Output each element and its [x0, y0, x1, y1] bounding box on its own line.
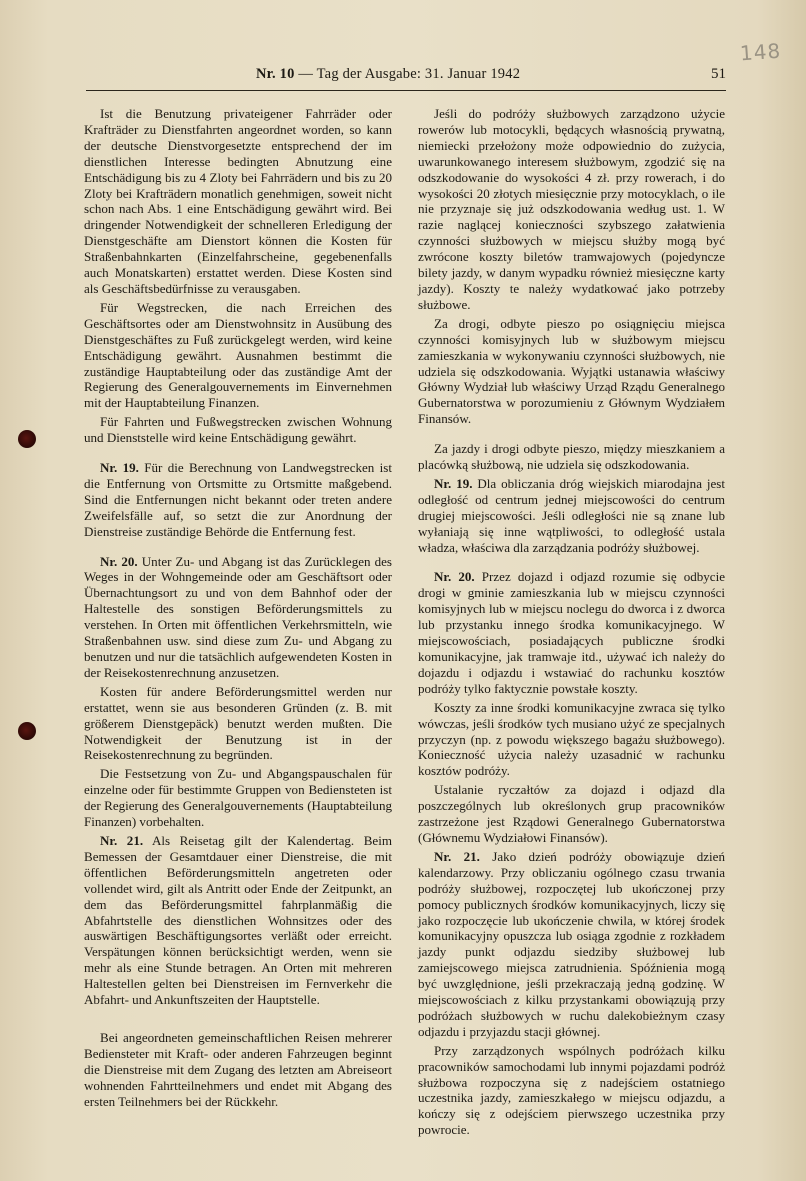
polish-text-column — [418, 106, 725, 1141]
paragraph: Die Festsetzung von Zu- und Abgangspauschalen für einzelne oder für bestimmte Gruppen von Bediensteten ist der Regierung des Generalgouvernements (Hauptabteilung Finanzen) vorbehalten. — [84, 766, 392, 830]
paragraph-nr-19: Nr. 19. Dla obliczania dróg wiejskich miarodajna jest odległość od centrum jednej miejscowości do centrum drugiej miejscowości. Jeśli odległości nie są znane lub wyłaniają się inne wątpliwości, to odległość ustala władza, właściwa dla zarządzania podróży służbowej. — [418, 475, 725, 555]
header-divider — [86, 90, 726, 91]
paragraph: Für Wegstrecken, die nach Erreichen des Geschäftsortes oder am Dienstwohnsitz in Ausübung des Dienstgeschäftes zu Fuß zurückgelegt werden, wird keine Entschädigung gewährt. Ausnahmen bestimmt die zuständige Hauptabteilung oder das zuständige Amt der Regierung des Generalgouvernements im Einvernehmen mit der Hauptabteilung Finanzen. — [84, 299, 392, 411]
paragraph-nr-20: Nr. 20. Unter Zu- und Abgang ist das Zurücklegen des Weges in der Wohngemeinde oder am Geschäftsort oder Übernachtungsort zu und von dem Bahnhof oder der Haltestelle des sonstigen Beförderungsmittels zu verstehen. In Orten mit öffentlichen Verkehrsmitteln, wie Straßenbahnen usw. sind diese zum Zu- und Abgang zu benutzen und nur die tatsächlich aufgewendeten Kosten in der Reisekostenrechnung anzusetzen. — [84, 553, 392, 680]
paragraph-nr-20: Nr. 20. Przez dojazd i odjazd rozumie się odbycie drogi w gminie zamieszkania lub w miejscu czynności komisyjnych lub w miejscu noclegu do dworca i z dworca lub przystanku innego środka komunikacyjnego. W miejscowościach, posiadających publiczne środki komunikacyjne, jak tramwaje itd., używać ich należy do dojazdu i odjazdu i wstawiać do rachunku kosztów podróży tylko faktycznie powstałe koszty. — [418, 569, 726, 696]
page-header — [86, 58, 726, 92]
issue-number: Nr. 10 — [256, 66, 295, 82]
paragraph: Für Fahrten und Fußwegstrecken zwischen Wohnung und Dienststelle wird keine Entschädigung gewährt. — [84, 414, 392, 446]
german-text-column — [84, 106, 392, 1112]
paragraph: Bei angeordneten gemeinschaftlichen Reisen mehrerer Bediensteter mit Kraft- oder anderen Fahrzeugen beginnt die Dienstreise mit dem Zugang des letzten am Abreiseort wohnenden Fahrtteilnehmers und endet mit Abgang des ersten Teilnehmers bei der Rückkehr. — [84, 1029, 392, 1109]
paragraph: Ist die Benutzung privateigener Fahrräder oder Krafträder zu Dienstfahrten angeordnet worden, so kann der deutsche Dienstvorgesetzte entsprechend der im dienstlichen Interesse bedingten Abnutzung eine Entschädigung bis zu 4 Zloty bei Fahrrädern und bis zu 20 Zloty bei Krafträdern monatlich genehmigen, soweit nicht schon nach Abs. 1 eine Entschädigung gewährt wird. Bei dringender Notwendigkeit der schnelleren Erledigung der Dienstgeschäfte am Dienstort können die Kosten für Straßenbahnkarten (Einzelfahrscheine, gegebenenfalls auch Monatskarten) erstattet werden. Diese Kosten sind als Geschäftsbedürfnisse zu verausgaben. — [84, 106, 392, 296]
section-label: Nr. 19. — [434, 475, 473, 491]
header-separator: — — [298, 66, 314, 82]
paragraph-nr-21: Nr. 21. Als Reisetag gilt der Kalendertag. Beim Bemessen der Gesamtdauer einer Dienstreise, die mit öffentlichen Beförderungsmitteln angetreten oder vollendet wird, gilt als Antritt oder Ende der Zeitpunkt, an dem das Beförderungsmittel fahrplanmäßig die Abfahrtstelle des dienstlichen Wohnsitzes oder des auswärtigen Beschäftigungsortes verläßt oder erreicht. Verspätungen können berücksichtigt werden, wenn sie mehr als eine Stunde betragen. An Orten mit mehreren Haltestellen gelten bei Dienstreisen im Fernverkehr die Abfahrt- und Ankunftszeiten der Hauptstelle. — [84, 832, 392, 1008]
section-label: Nr. 21. — [434, 848, 480, 864]
paragraph-nr-19: Nr. 19. Für die Berechnung von Landwegstrecken ist die Entfernung von Ortsmitte zu Ortsmitte maßgebend. Sind die Entfernungen nicht bekannt oder treten andere Zweifelsfälle auf, so setzt die zur Anordnung der Dienstreise zuständige Behörde die Entfernung fest. — [84, 460, 392, 539]
paragraph-nr-21: Nr. 21. Jako dzień podróży obowiązuje dzień kalendarzowy. Przy obliczaniu ogólnego czasu trwania podróży służbowej, rozpoczętej lub ukończonej przy pomocy publicznych środków komunikacyjnych, liczy się jako rozpoczęcie lub ukończenie chwila, w której środek komunikacyjny opuszcza lub osiąga zgodnie z rozkładem jazdy punkt odjazdu siedziby służbowej lub zamiejscowego miejsca zatrudnienia. Spóźnienia mogą być uwzględnione, jeśli przekraczają jedną godzinę. W miejscowościach z kilku przystankami obowiązują przy podróżach służbowych w ruchu dalekobieżnym czasy odjazdu i przyjazdu stacji głównej. — [418, 848, 725, 1039]
paragraph: Za jazdy i drogi odbyte pieszo, między mieszkaniem a placówką służbową, nie udziela się odszkodowania. — [418, 441, 725, 473]
issue-date: Tag der Ausgabe: 31. Januar 1942 — [316, 66, 521, 82]
header-issue-line — [256, 66, 520, 83]
section-label: Nr. 19. — [100, 460, 139, 476]
paragraph: Przy zarządzonych wspólnych podróżach kilku pracowników samochodami lub innymi pojazdami podróż służbowa rozpoczyna się z nadejściem ostatniego uczestnika jazdy, zamieszkałego w miejscu odjazdu, a kończy się z odejściem pierwszego uczestnika przy powrocie. — [418, 1042, 725, 1138]
section-label: Nr. 20. — [434, 569, 475, 585]
paragraph: Jeśli do podróży służbowych zarządzono użycie rowerów lub motocykli, będących własnością prywatną, niemiecki przełożony może odpowiednio do zużycia, uwarunkowanego interesem służbowym, zgodzić się na odszkodowanie do wysokości 4 zł. przy rowerach, i do wysokości 20 złotych miesięcznie przy motocyklach, o ile nie przyznaje się już odszkodowania według ust. 1. W razie naglącej konieczności szybszego załatwienia czynności służbowych w miejscu służby mogą być zwrócone koszty biletów tramwajowych (pojedyncze bilety jazdy, w danym wypadku również miesięczne karty jazdy). Koszty te należy wydatkować jako potrzeby służbowe. — [418, 106, 725, 312]
paragraph: Za drogi, odbyte pieszo po osiągnięciu miejsca czynności komisyjnych lub w służbowym miejscu zamieszkania w wykonywaniu czynności służbowych, nie udziela się odszkodowania. Wyjątki ustanawia właściwy Główny Wydział lub właściwy Urząd Rządu Generalnego Gubernatorstwa w porozumieniu z Głównym Wydziałem Finansów. — [418, 315, 725, 427]
paragraph: Koszty za inne środki komunikacyjne zwraca się tylko wówczas, jeśli środków tych musiano użyć ze specjalnych przyczyn (np. z powodu większego bagażu służbowego). Konieczność użycia należy uzasadnić w rachunku kosztów podróży. — [418, 699, 725, 779]
punch-hole — [18, 722, 36, 740]
section-label: Nr. 21. — [100, 832, 144, 848]
page-number: 51 — [711, 66, 726, 82]
archive-stamp: 148 — [739, 38, 782, 66]
punch-hole — [18, 430, 36, 448]
paragraph: Ustalanie ryczałtów za dojazd i odjazd dla poszczególnych lub określonych grup pracowników zastrzeżone jest Rządowi Generalnego Gubernatorstwa (Głównemu Wydziałowi Finansów). — [418, 782, 725, 845]
paragraph: Kosten für andere Beförderungsmittel werden nur erstattet, wenn sie aus besonderen Gründen (z. B. mit größerem Dienstgepäck) benutzt werden mußten. Die Notwendigkeit der Benutzung ist in der Reisekostenrechnung zu begründen. — [84, 683, 392, 763]
section-label: Nr. 20. — [100, 553, 138, 569]
